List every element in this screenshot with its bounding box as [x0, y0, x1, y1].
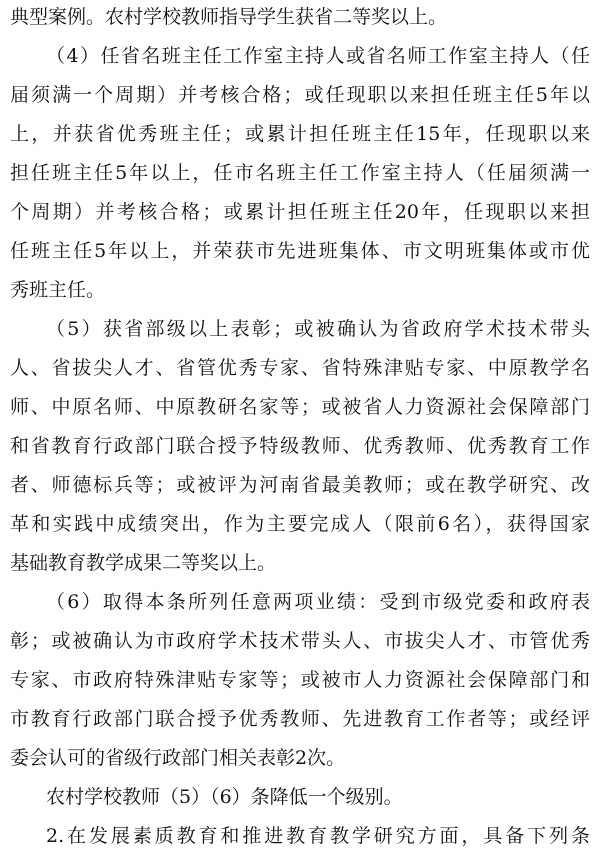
text-line: 者、师德标兵等；或被评为河南省最美教师；或在教学研究、改 — [10, 474, 590, 496]
text-line: 和省教育行政部门联合授予特级教师、优秀教师、优秀教育工作 — [10, 435, 590, 457]
text-line: 市教育行政部门联合授予优秀教师、先进教育工作者等；或经评 — [10, 708, 590, 730]
text-line: 担任班主任5年以上，任市名班主任工作室主持人（任届须满一 — [10, 162, 590, 184]
text-line: （6）取得本条所列任意两项业绩：受到市级党委和政府表 — [46, 591, 590, 613]
text-line: 上，并获省优秀班主任；或累计担任班主任15年，任现职以来 — [10, 123, 590, 145]
text-line: 专家、市政府特殊津贴专家等；或被市人力资源社会保障部门和 — [10, 669, 590, 691]
text-line: 师、中原名师、中原教研名家等；或被省人力资源社会保障部门 — [10, 396, 590, 418]
text-line: 2.在发展素质教育和推进教育教学研究方面，具备下列条 — [46, 825, 590, 847]
text-line: （5）获省部级以上表彰；或被确认为省政府学术技术带头 — [46, 318, 590, 340]
text-line: 彰；或被确认为市政府学术技术带头人、市拔尖人才、市管优秀 — [10, 630, 590, 652]
text-line: 基础教育教学成果二等奖以上。 — [10, 552, 277, 574]
text-line: （4）任省名班主任工作室主持人或省名师工作室主持人（任 — [46, 45, 590, 67]
text-line: 届须满一个周期）并考核合格；或任现职以来担任班主任5年以 — [10, 84, 590, 106]
text-line: 个周期）并考核合格；或累计担任班主任20年，任现职以来担 — [10, 201, 590, 223]
text-line: 委会认可的省级行政部门相关表彰2次。 — [10, 747, 346, 769]
text-line: 人、省拔尖人才、省管优秀专家、省特殊津贴专家、中原教学名 — [10, 357, 590, 379]
text-line: 秀班主任。 — [10, 279, 106, 301]
text-line: 任班主任5年以上，并荣获市先进班集体、市文明班集体或市优 — [10, 240, 590, 262]
text-line: 革和实践中成绩突出，作为主要完成人（限前6名），获得国家 — [10, 513, 590, 535]
text-line: 农村学校教师（5）（6）条降低一个级别。 — [46, 786, 403, 808]
text-line: 典型案例。农村学校教师指导学生获省二等奖以上。 — [10, 6, 448, 28]
